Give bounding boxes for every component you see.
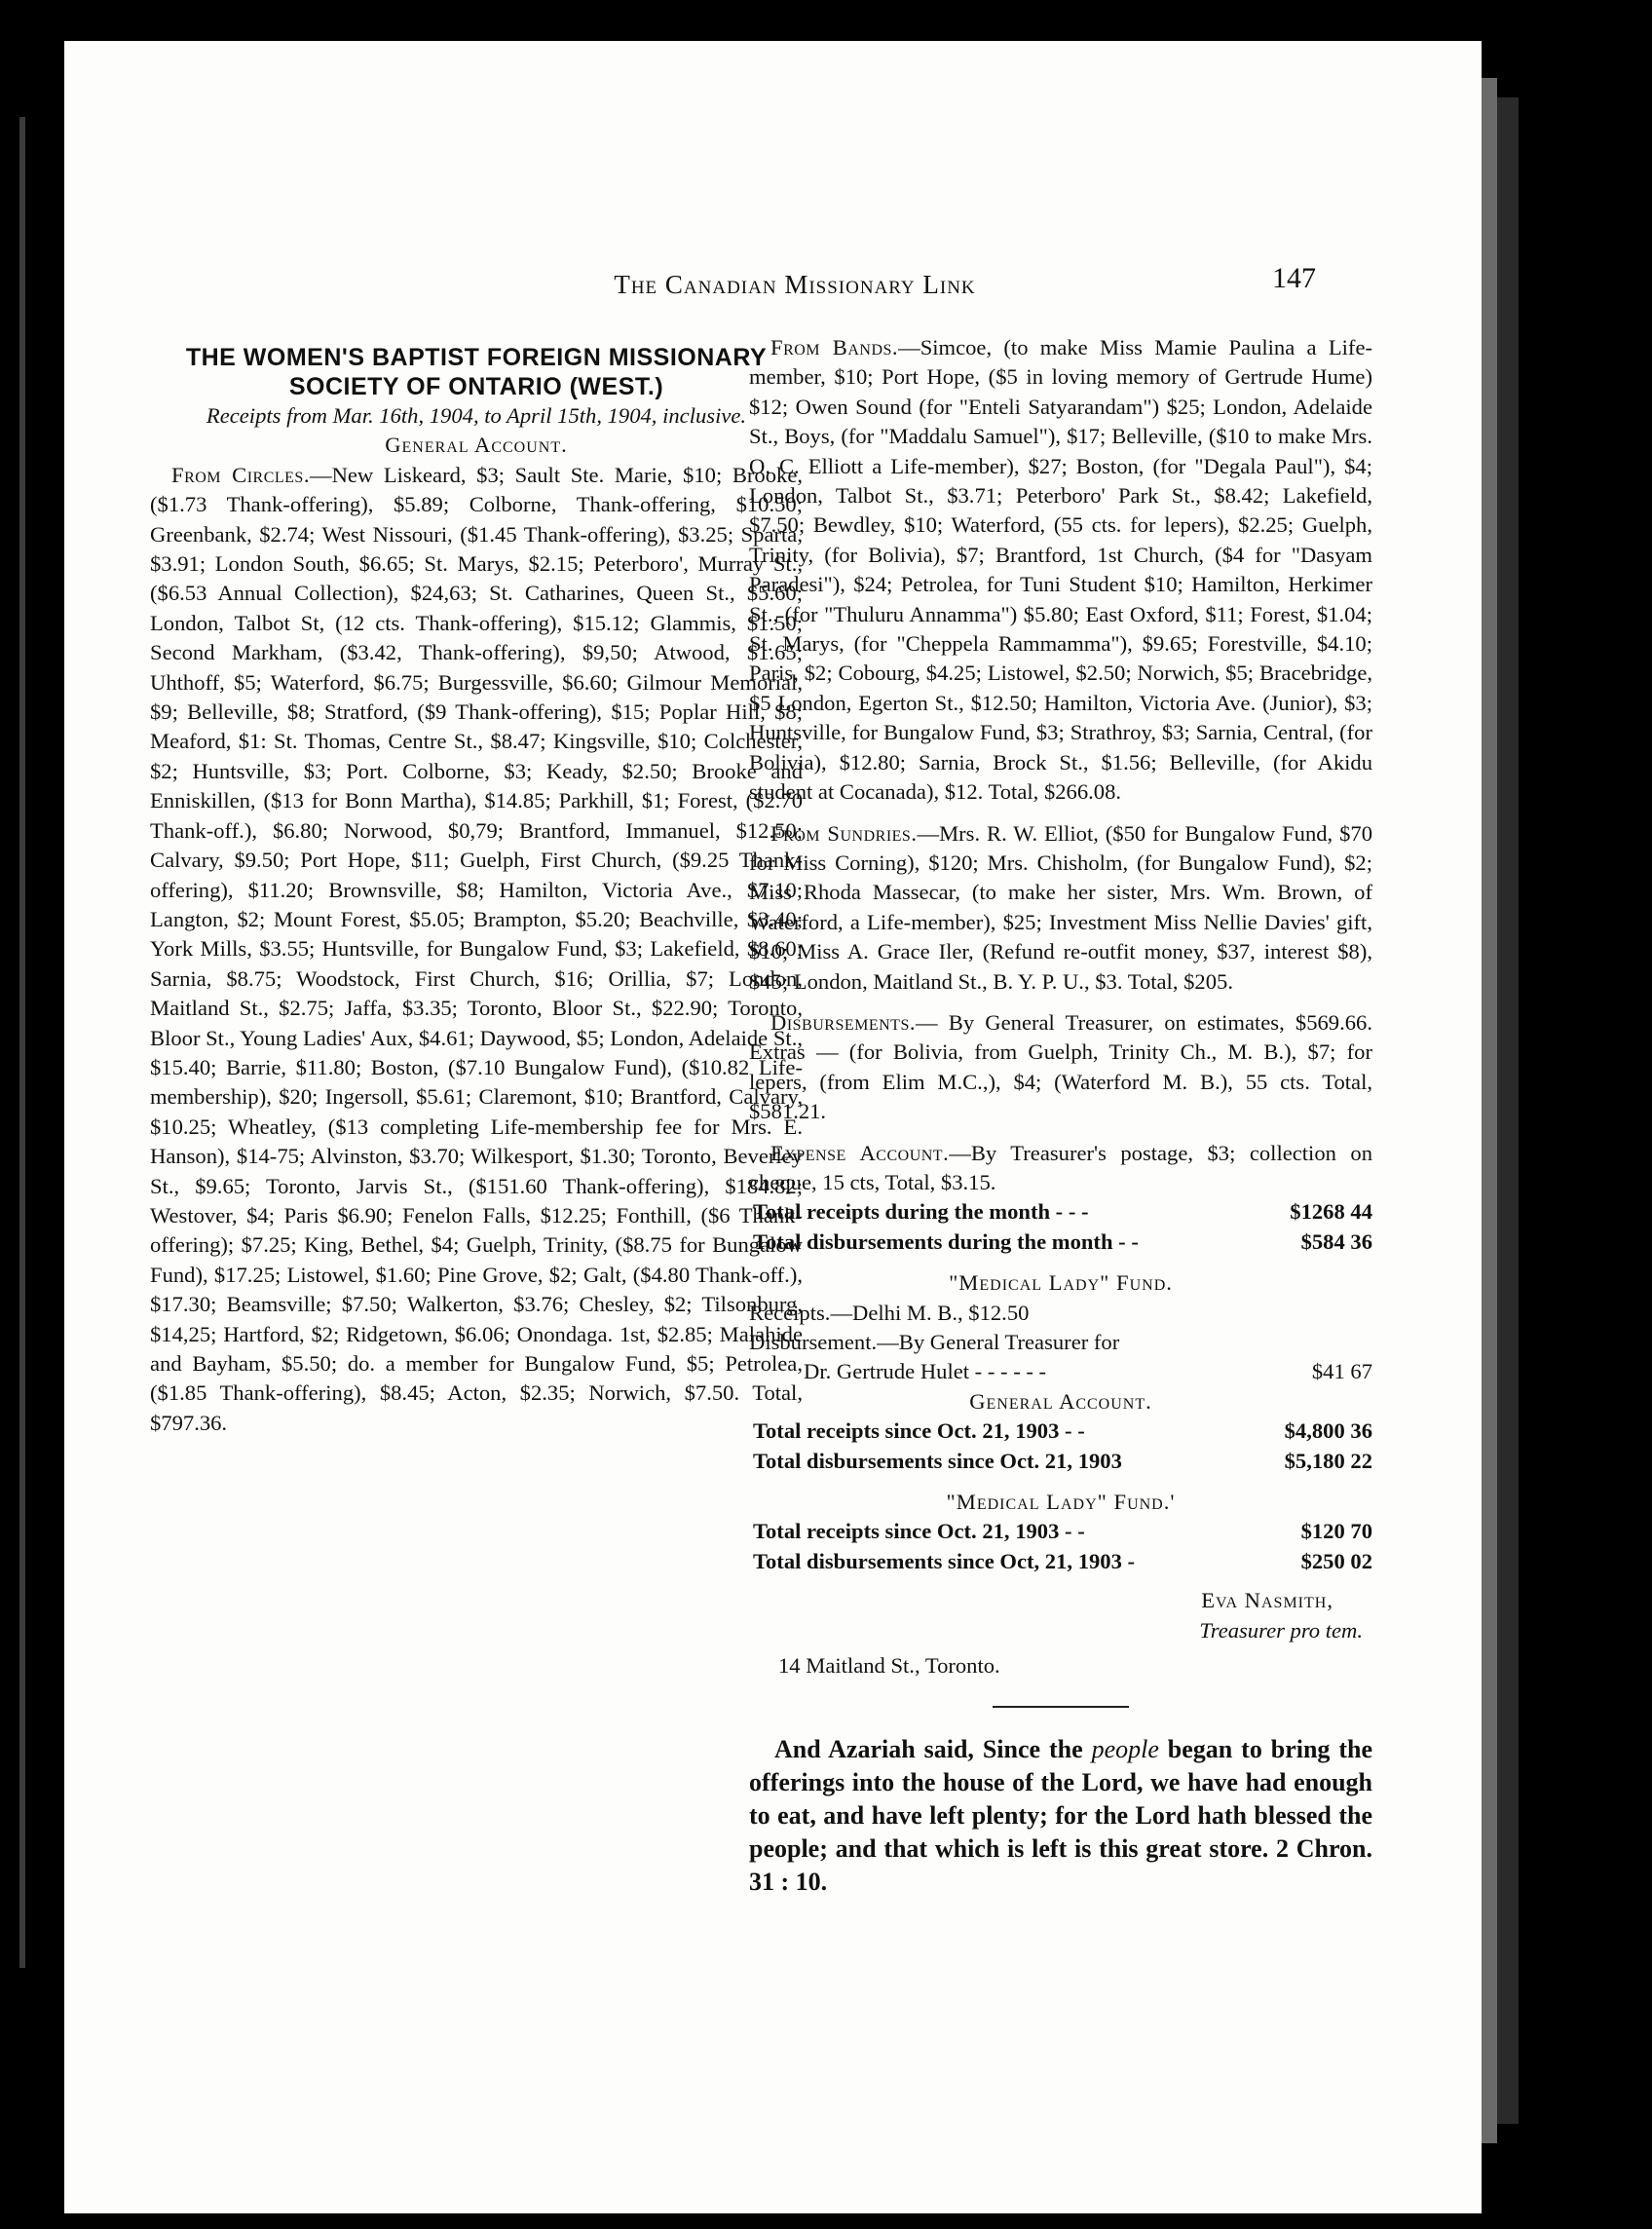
- total-amount: $1268 44: [1290, 1199, 1372, 1225]
- medical-lady-fund-heading-2: "Medical Lady" Fund.': [946, 1490, 1176, 1515]
- medical-lady-fund-heading: "Medical Lady" Fund.: [949, 1270, 1173, 1296]
- total-amount: $250 02: [1300, 1548, 1372, 1573]
- address: 14 Maitland St., Toronto.: [778, 1653, 1000, 1679]
- month-receipts-row: [749, 1197, 1372, 1227]
- since-disbursements-row: [749, 1447, 1372, 1476]
- sundries-paragraph: [749, 819, 1372, 997]
- general-account-heading: General Account.: [385, 433, 568, 458]
- receipt-period: Receipts from Mar. 16th, 1904, to April 15th, 1904, inclusive.: [206, 403, 747, 428]
- circles-text: —New Liskeard, $3; Sault Ste. Marie, $10; Brooke, ($1.73 Thank-offering), $5.89; Colborne, Thank-offering, $10.50; Greenbank, $2.74; West Nissouri, ($1.45 Thank-offering), $3.25; Sparta, $3.91; London South, $6.65; St. Marys, $2.15; Peterboro', Murray St., ($6.53 Annual Collection), $24,63; St. Catharines, Queen St., $5.60; London, Talbot St, (12 cts. Thank-offering), $15.12; Glammis, $1.50; Second Markham, ($3.42, Thank-offering), $9,50; Atwood, $1.65; Uhthoff, $5; Waterford, $6.75; Burgessville, $6.60; Gilmour Memorial, $9; Belleville, $8; Stratford, ($9 Thank-offering), $15; Poplar Hill, $8; Meaford, $1: St. Thomas, Centre St., $8.47; Kingsville, $10; Colchester, $2; Huntsville, $3; Port. Colborne, $3; Keady, $2.50; Brooke and Enniskillen, ($13 for Bonn Martha), $14.85; Parkhill, $1; Forest, ($2.70 Thank-off.), $6.80; Norwood, $0,79; Brantford, Immanuel, $12.50; Calvary, $9.50; Port Hope, $11; Guelph, First Church, ($9.25 Thank-offering), $11.20; Brownsville, $8; Hamilton, Victoria Ave., $7.10; Langton, $2; Mount Forest, $5.05; Brampton, $5.20; Beachville, $3.40; York Mills, $3.55; Huntsville, for Bungalow Fund, $3; Lakefield, $8.60; Sarnia, $8.75; Woodstock, First Church, $16; Orillia, $7; London, Maitland St., $2.75; Jaffa, $3.35; Toronto, Bloor St., $22.90; Toronto, Bloor St., Young Ladies' Aux, $4.61; Daywood, $5; London, Adelaide St., $15.40; Barrie, $11.80; Boston, ($7.10 Bungalow Fund), ($10.82 Life-membership), $20; Ingersoll, $5.61; Claremont, $10; Brantford, Calvary, $10.25; Wheatley, ($13 completing Life-membership fee for Mrs. E. Hanson), $14-75; Alvinston, $3.70; Wilkesport, $1.30; Toronto, Beverley St., $9.65; Toronto, Jarvis St., ($151.60 Thank-offering), $184.82; Westover, $4; Paris $6.90; Fenelon Falls, $12.25; Fonthill, ($6 Thank-offering); $7.25; King, Bethel, $4; Guelph, Trinity, ($8.75 for Bungalow Fund), $17.25; Listowel, $1.60; Pine Grove, $2; Galt, ($4.80 Thank-off.), $17.30; Beamsville; $7.50; Walkerton, $3.76; Chesley, $2; Tilsonburg, $14,25; Hartford, $2; Ridgetown, $6.06; Onondaga. 1st, $2.85; Malahide and Bayham, $5.50; do. a member for Bungalow Fund, $5; Petrolea, ($1.85 Thank-offering), $8.45; Acton, $2.35; Norwich, $7.50. Total, $797.36.: [150, 462, 803, 1435]
- total-label: Total disbursements since Oct. 21, 1903: [753, 1448, 1122, 1473]
- total-amount: $584 36: [1300, 1228, 1372, 1254]
- total-label: Total receipts since Oct. 21, 1903 - -: [753, 1418, 1085, 1444]
- running-title: The Canadian Missionary Link: [614, 270, 976, 299]
- sundries-text: —Mrs. R. W. Elliot, ($50 for Bungalow Fund, $70 for Miss Corning), $120; Mrs. Chisholm, (for Bungalow Fund), $2; Miss Rhoda Massecar, (to make her sister, Mrs. Wm. Brown, of Waterford, a Life-member), $25; Investment Miss Nellie Davies' gift, $10; Miss A. Grace Iler, (Refund re-outfit money, $37, interest $8), $45; London, Maitland St., B. Y. P. U., $3. Total, $205.: [749, 820, 1372, 994]
- scripture-part-1: And Azariah said, Since the: [774, 1735, 1092, 1764]
- total-label: Dr. Gertrude Hulet - - - - - -: [804, 1359, 1047, 1384]
- page-header: [64, 241, 1482, 299]
- circles-paragraph: [150, 461, 803, 1438]
- medical-receipts: Receipts.—Delhi M. B., $12.50: [749, 1300, 1030, 1325]
- circles-lead: From Circles.: [171, 462, 310, 487]
- expense-text: —By Treasurer's postage, $3; collection on cheque, 15 cts, Total, $3.15.: [749, 1140, 1372, 1194]
- page-number: 147: [1272, 262, 1316, 294]
- expense-lead: Expense Account.: [770, 1140, 950, 1165]
- bands-paragraph: [749, 333, 1372, 808]
- medical-disbursement-line: Disbursement.—By General Treasurer for: [749, 1330, 1120, 1354]
- disbursements-lead: Disbursements.: [770, 1009, 916, 1035]
- sundries-lead: From Sundries.: [770, 820, 918, 846]
- section-divider: [993, 1706, 1129, 1708]
- total-label: Total receipts since Oct. 21, 1903 - -: [753, 1519, 1085, 1544]
- book-cover-edge: [1497, 97, 1519, 2124]
- total-amount: $5,180 22: [1284, 1448, 1372, 1473]
- total-label: Total disbursements during the month - -: [753, 1228, 1139, 1254]
- signature-name: Eva Nasmith,: [1201, 1588, 1333, 1613]
- scanned-page: [64, 41, 1482, 2213]
- medical-receipts-row: [749, 1517, 1372, 1546]
- medical-disbursement-row: [749, 1357, 1372, 1386]
- total-amount: $41 67: [1311, 1359, 1372, 1384]
- bands-lead: From Bands.: [770, 335, 899, 359]
- bands-text: —Simcoe, (to make Miss Mamie Paulina a Life-member, $10; Port Hope, ($5 in loving memory of Gertrude Hume) $12; Owen Sound (for "Enteli Satyarandam") $25; London, Adelaide St., Boys, (for "Maddalu Samuel"), $17; Belleville, ($10 to make Mrs. O. C. Elliott a Life-member), $27; Boston, (for "Degala Paul"), $4; London, Talbot St., $3.71; Peterboro' Park St., $8.42; Lakefield, $7.50; Bewdley, $10; Waterford, (55 cts. for lepers), $2.25; Guelph, Trinity, (for Bolivia), $7; Brantford, 1st Church, ($4 for "Dasyam Paradesi"), $24; Petrolea, for Tuni Student $10; Hamilton, Herkimer St., (for "Thuluru Annamma") $5.80; East Oxford, $11; Forest, $1.04; St. Marys, (for "Cheppela Rammamma"), $9.65; Forestville, $4.10; Paris, $2; Cobourg, $4.25; Listowel, $2.50; Norwich, $5; Bracebridge, $5 London, Egerton St., $12.50; Hamilton, Victoria Ave. (Junior), $3; Huntsville, for Bungalow Fund, $3; Strathroy, $3; Sarnia, Central, (for Bolivia), $12.80; Sarnia, Brock St., $1.56; Belleville, (for Akidu student at Cocanada), $12. Total, $266.08.: [749, 335, 1373, 805]
- since-receipts-row: [749, 1417, 1372, 1446]
- page-edge: [1482, 78, 1497, 2143]
- article-title: THE WOMEN'S BAPTIST FOREIGN MISSIONARY SOCIETY OF ONTARIO (WEST.): [185, 344, 768, 400]
- total-amount: $120 70: [1300, 1519, 1372, 1544]
- total-label: Total receipts during the month - - -: [753, 1199, 1089, 1225]
- total-amount: $4,800 36: [1284, 1418, 1372, 1444]
- left-column: [150, 343, 803, 1438]
- disbursements-paragraph: [749, 1008, 1372, 1127]
- signature-title: Treasurer pro tem.: [1199, 1617, 1363, 1643]
- right-column: [749, 333, 1372, 1899]
- expense-paragraph: [749, 1139, 1372, 1198]
- medical-disbursements-row: [749, 1547, 1372, 1576]
- gutter-line: [19, 117, 25, 1968]
- disbursements-text: — By General Treasurer, on estimates, $569.66. Extras — (for Bolivia, from Guelph, Trinity Ch., M. B.), $7; for lepers, (from Elim M.C.,), $4; (Waterford M. B.), 55 cts. Total, $581.21.: [749, 1009, 1372, 1124]
- month-disbursements-row: [749, 1228, 1372, 1257]
- scripture-part-2: began to bring the offerings into the house of the Lord, we have had enough to eat, and have left plenty; for the Lord hath blessed the people; and that which is left is this great store. 2 Chron. 31 : 10.: [749, 1735, 1372, 1897]
- scripture-quote: [749, 1733, 1372, 1899]
- total-label: Total disbursements since Oct, 21, 1903 -: [753, 1548, 1136, 1573]
- scripture-italic-word: people: [1091, 1735, 1159, 1764]
- general-account-heading-2: General Account.: [969, 1388, 1152, 1414]
